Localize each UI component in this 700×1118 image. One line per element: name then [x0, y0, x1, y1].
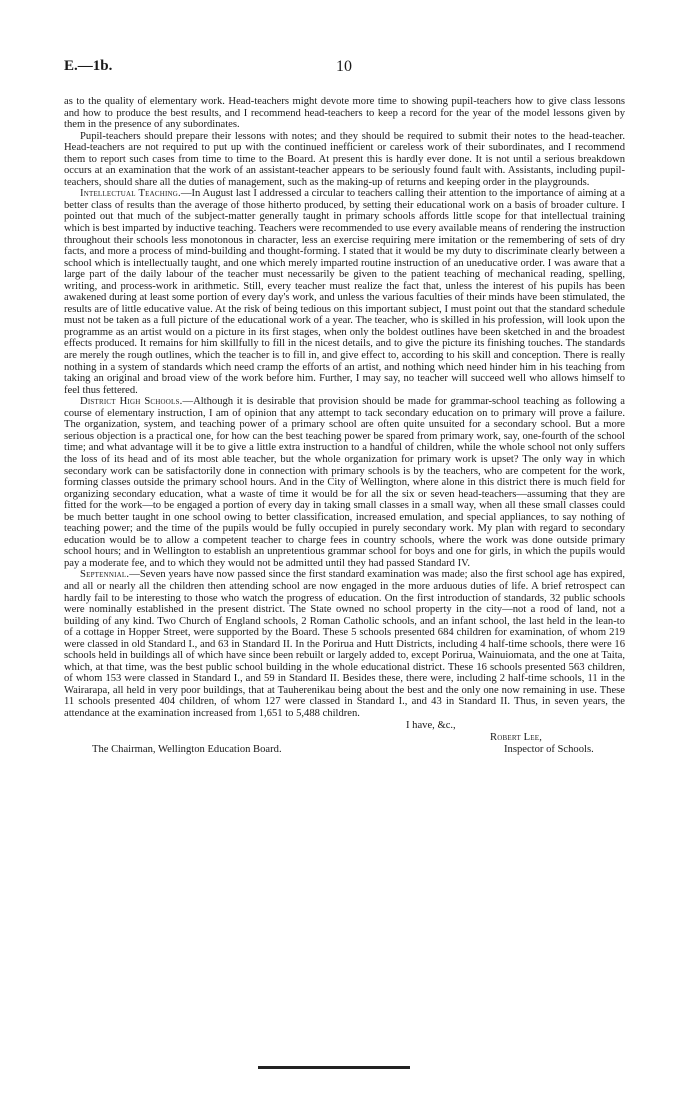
addressee-line: The Chairman, Wellington Education Board.: [92, 743, 282, 755]
section-heading-intellectual-teaching: Intellectual Teaching.: [80, 188, 181, 200]
paragraph-district-high-schools: [64, 396, 625, 569]
report-reference: E.—1b.: [64, 58, 113, 74]
signatory-title: Inspector of Schools.: [504, 743, 594, 755]
signatory-name: Robert Lee,: [490, 731, 543, 743]
signature-block: [64, 720, 625, 756]
paragraph-text: —In August last I addressed a circular to teachers calling their attention to the importance of aiming at a better class of results than the average of those hitherto produced, by setting their educational work on a basis of broader culture. I pointed out that much of the subject-matter generally taught in primary schools affords little scope for that intellectual training which is best imparted by inductive teaching. Teachers were recommended to use every available means of rendering the instruction throughout their schools less monotonous in character, less an exercise requiring mere imitation or the remembering of sets of dry facts, and more a process of mind-building and thought-forming. I stated that it would be my duty to discriminate clearly between a school which is intellectually taught, and one which merely imparted routine instruction of an uneducative order. I was aware that a large part of the daily labour of the teacher must necessarily be given to the patient teaching of mechanical reading, spelling, writing, and process-work in arithmetic. Still, every teacher must realize the fact that, unless the interest of his pupils has been awakened during at least some portion of every day's work, and unless the various faculties of their minds have been stimulated, the results are of little educative value. At the risk of being tedious on this important subject, I must point out that the standard schedule must not be taken as a full picture of the educational work of a year. The teacher, who is skilled in his profession, will look upon the programme as an artist would on a picture in its first stages, when only the boldest outlines have been sketched in and the broadest effects produced. It remains for him skillfully to fill in the nicest details, and to give the picture its finishing touches. The standards are merely the rough outlines, which the teacher is to fill in, and give effect to, according to his skill and conception. There is really nothing in a system of standards which need cramp the efforts of an artist, and nothing which need hinder him in his teaching from taking an original and broad view of the work before him. Further, I may say, no teacher will succeed well who allows himself to feel thus fettered.: [64, 188, 625, 396]
paragraph-septennial: [64, 569, 625, 719]
paragraph-pupil-teachers: Pupil-teachers should prepare their lessons with notes; and they should be required to submit their notes to the head-teacher. Head-teachers are not required to put up with the continued inefficient or careless work of their subordinates, and I recommend them to report such cases from time to time to the Board. At present this is hardly ever done. It is not until a serious breakdown occurs at an examination that the work of an assistant-teacher appears to be seriously found fault with. Assistants, including pupil-teachers, should share all the duties of management, such as the making-up of returns and keeping order in the playgrounds.: [64, 130, 625, 188]
page-number: 10: [336, 58, 352, 75]
closing-line: I have, &c.,: [406, 719, 456, 731]
paragraph-intellectual-teaching: [64, 188, 625, 396]
report-body: [64, 96, 625, 756]
closing-rule: [258, 1066, 410, 1069]
paragraph-quality-of-work: as to the quality of elementary work. Head-teachers might devote more time to showing pupil-teachers how to give class lessons and how to produce the best results, and I recommend head-teachers to keep a record for the year of the model lessons given by them in the presence of any subordinates.: [64, 96, 625, 131]
paragraph-text: —Although it is desirable that provision should be made for grammar-school teaching as following a course of elementary instruction, I am of opinion that any attempt to tack secondary education on to primary will prove a failure. The organization, system, and teaching power of a primary school are often quite unsuited for a secondary school. But a more serious objection is a practical one, for how can the best teaching power be spared from primary work, say, one-fourth of the school time; and what advantage will it be to give a little extra instruction to a handful of children, while the whole school not only suffers the loss of its head and of its most able teacher, but the whole organization for primary work is upset? The only way in which secondary work can be satisfactorily done in connection with primary schools is by the teachers, who are competent for the work, forming classes outside the primary school hours. And in the City of Wellington, where alone in this district there is much field for organizing secondary education, what a waste of time it would be for all the six or seven head-teachers—assuming that they are fitted for the work—to be engaged a portion of every day in taking small classes in a small way, when all these small classes could be much better taught in one school owing to better classification, increased emulation, and special appliances, to say nothing of teaching power; and the time of the pupils would be fully occupied in purely secondary work. My plan with regard to secondary education would be to allow a competent teacher to charge fees in country schools, where the work was done outside primary school hours; and in Wellington to establish an unpretentious grammar school for boys and one for girls, in which the pupils would pay a moderate fee, and to which they would not be admitted until they had passed Standard IV.: [64, 396, 625, 569]
section-heading-septennial: Septennial.: [80, 569, 130, 581]
section-heading-district-high-schools: District High Schools.: [80, 396, 183, 408]
paragraph-text: —Seven years have now passed since the first standard examination was made; also the first school age has expired, and all or nearly all the children then attending school are now engaged in the more arduous duties of life. A brief retrospect can hardly fail to be interesting to those who watch the progress of education. On the first introduction of standards, 32 public schools were nominally established in the present district. The State owned no school property in the city—not a rood of land, not a building of any kind. Two Church of England schools, 2 Roman Catholic schools, and an infant school, the last held in the lean-to of a cottage in Hopper Street, were supported by the Board. These 5 schools presented 684 children for examination, of whom 219 were classed in old Standard I., and 63 in Standard II. In the Porirua and Hutt Districts, including 4 half-time schools, there were 16 schools held in buildings all of which have since been rebuilt or largely added to, except Porirua, Wainuiomata, and the one at Taita, which, at that time, was the best public school building in the whole educational district. These 16 schools presented 563 children, of whom 153 were classed in Standard I., and 59 in Standard II. Besides these, there were, including 2 half-time schools, 11 in the Wairarapa, all held in very poor buildings, that at Tauherenikau being about the best and the only one now remaining in use. These 11 schools presented 404 children, of whom 127 were classed in Standard I., and 43 in Standard II. Thus, in seven years, the attendance at the examination increased from 1,651 to 5,488 children.: [64, 569, 625, 719]
page-header: [64, 58, 624, 78]
